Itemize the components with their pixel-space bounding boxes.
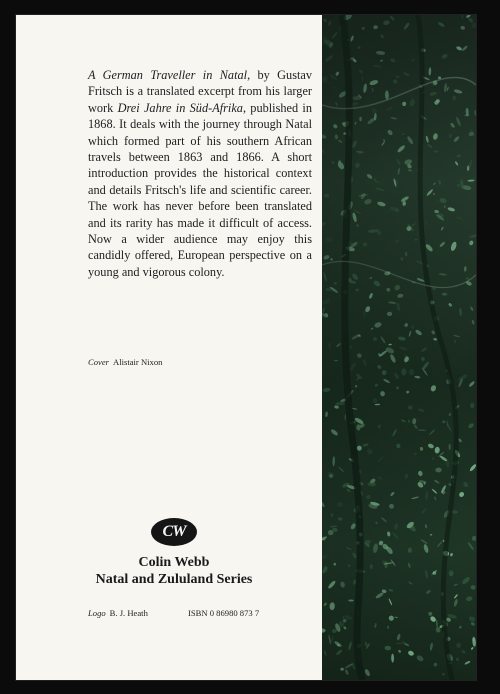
- blurb-part-2: , published in 1868. It deals with the journey through Natal which formed part of his southern African travels between 1863 and 1866. A short introduction provides the historical context and details Fritsch's life and scientific career. The work has never before been translated and its rarity has made it difficult of access. Now a wider audience may enjoy this candidly offered, European perspective on a young and vigorous colony.: [88, 100, 312, 279]
- publisher-block: [76, 554, 272, 588]
- logo-credit-label: Logo: [88, 608, 106, 618]
- publisher-logo-text: CW: [162, 523, 186, 540]
- text-panel: [16, 15, 322, 680]
- foliage-artwork: [322, 15, 476, 680]
- cover-credit-label: Cover: [88, 357, 110, 367]
- blurb-text: [88, 67, 312, 280]
- book-title: A German Traveller in Natal: [88, 68, 248, 82]
- isbn: ISBN 0 86980 873 7: [188, 608, 260, 618]
- cover-credit: [88, 357, 312, 367]
- publisher-logo: [151, 518, 197, 546]
- cover-credit-name: Alistair Nixon: [113, 357, 163, 367]
- logo-credit-name: B. J. Heath: [109, 608, 148, 618]
- series-name: Natal and Zululand Series: [95, 572, 253, 587]
- publisher-name: Colin Webb: [138, 555, 210, 570]
- book-back-cover: [16, 15, 476, 680]
- source-title: Drei Jahre in Süd-Afrika: [117, 100, 243, 115]
- blurb-part-1: , by Gustav Fritsch is a translated excerpt from his larger work: [88, 68, 313, 115]
- logo-credit: [88, 608, 148, 618]
- forest-cover-image: [322, 15, 476, 680]
